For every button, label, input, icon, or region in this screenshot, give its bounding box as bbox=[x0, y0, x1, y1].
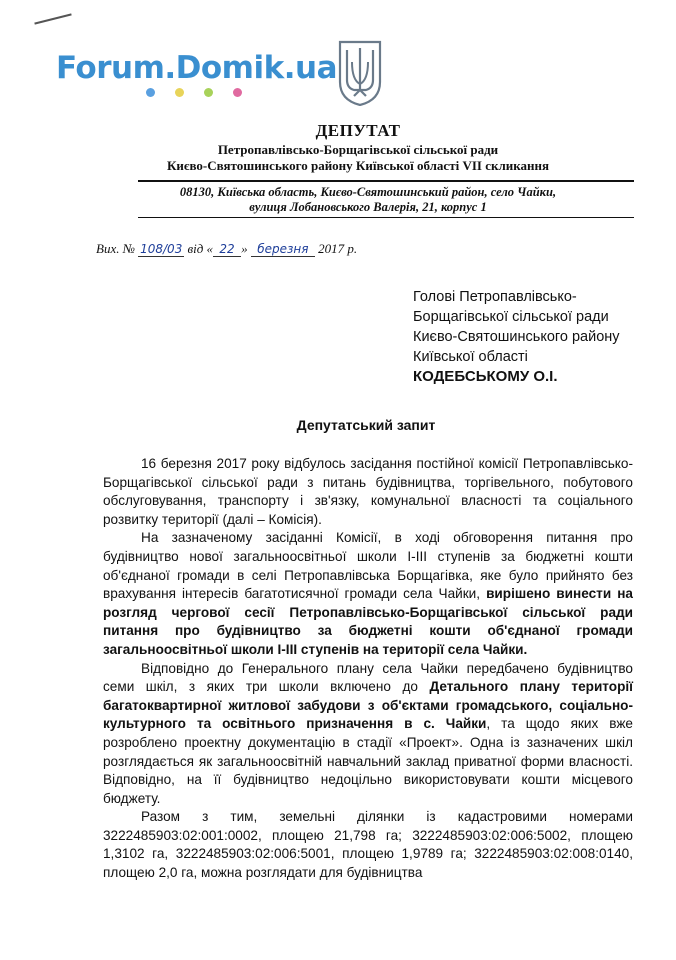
addressee-block bbox=[413, 287, 620, 387]
watermark-dot bbox=[204, 88, 213, 97]
addressee-line: Київської області bbox=[413, 349, 528, 365]
watermark-dot bbox=[233, 88, 242, 97]
outgoing-day: 22 bbox=[213, 242, 241, 257]
letterhead bbox=[0, 120, 676, 174]
letterhead-address bbox=[0, 185, 676, 215]
letterhead-district: Києво-Святошинського району Київської області VII скликання bbox=[166, 158, 550, 173]
watermark-dot bbox=[146, 88, 155, 97]
addressee-name: КОДЕБСЬКОМУ О.І. bbox=[413, 368, 558, 385]
outgoing-mid: » bbox=[241, 241, 248, 256]
document-body bbox=[103, 455, 633, 883]
paragraph-bold: вирішено винести на розгляд чергової сесії Петропавлівсько-Борщагівської сільської ради питання про будівництво за бюджетні кошти об'єднаної громади загальноосвітньої школи I-III ступенів на території села Чайки. bbox=[103, 586, 633, 657]
watermark-dots bbox=[146, 88, 242, 97]
outgoing-year: 2017 р. bbox=[318, 241, 358, 256]
document-subject: Депутатський запит bbox=[296, 417, 436, 433]
outgoing-number-value: 108/03 bbox=[140, 242, 183, 256]
watermark-logo: Forum.Domik.ua bbox=[56, 50, 337, 86]
addressee-line: Голові Петропавлівсько- bbox=[413, 289, 577, 305]
divider-line bbox=[138, 217, 634, 218]
addressee-line: Борщагівської сільської ради bbox=[413, 309, 609, 325]
paragraph bbox=[103, 660, 633, 809]
address-line-1: 08130, Київська область, Києво-Святошинський район, село Чайки, bbox=[179, 185, 557, 199]
trident-icon bbox=[338, 40, 382, 106]
paragraph: Разом з тим, земельні ділянки із кадастровими номерами 3222485903:02:001:0002, площею 21,798 га; 3222485903:02:006:5002, площею 1,3102 га, 3222485903:02:006:5001, площею 1,9789 га; 3222485903:02:008:0140, площею 2,0 га, можна розглядати для будівництва bbox=[103, 809, 633, 881]
address-line-2: вулиця Лобановського Валерія, 21, корпус 1 bbox=[249, 200, 487, 214]
letterhead-council: Петропавлівсько-Борщагівської сільської ради bbox=[217, 142, 499, 157]
watermark-dot bbox=[175, 88, 184, 97]
outgoing-number bbox=[96, 241, 357, 257]
letterhead-title: ДЕПУТАТ bbox=[315, 121, 401, 140]
paragraph bbox=[103, 529, 633, 659]
paragraph-text: Відповідно до Генерального плану села Чайки передбачено будівництво семи шкіл, з яких три школи включено до bbox=[103, 660, 633, 695]
paragraph-bold: Детального плану території багатоквартирної житлової забудови з об'єктами громадського, соціально-культурного та освітнього призначення в с. Чайки bbox=[103, 679, 633, 732]
divider-line bbox=[138, 180, 634, 182]
paragraph-text: На зазначеному засіданні Комісії, в ході обговорення питання про будівництво нової загальноосвітньої школи I-III ступенів за бюджетні кошти об'єднаної громади в селі Петропавлівська Борщагівка, яке було прийнято без врахування інтересів багатотисячної громади села Чайки, bbox=[103, 530, 633, 602]
outgoing-month: березня bbox=[251, 242, 315, 257]
outgoing-from: від « bbox=[187, 241, 214, 256]
paragraph: 16 березня 2017 року відбулось засідання постійної комісії Петропавлівсько-Борщагівської сільської ради з питань будівництва, торгівельного, побутового обслуговування, транспорту і зв'язку, комунальної власності та соціального розвитку території (далі – Комісія). bbox=[103, 456, 633, 527]
outgoing-prefix: Вих. № bbox=[96, 241, 135, 256]
paragraph-text: , та щодо яких вже розроблено проектну документацію в стадії «Проект». Одна із зазначених шкіл розглядається як загальноосвітній навчальний заклад приватної форми власності. Відповідно, на її будівництво недоцільно використовувати кошти місцевого бюджету. bbox=[103, 716, 633, 806]
scan-mark bbox=[34, 13, 71, 24]
addressee-line: Києво-Святошинського району bbox=[413, 329, 620, 345]
